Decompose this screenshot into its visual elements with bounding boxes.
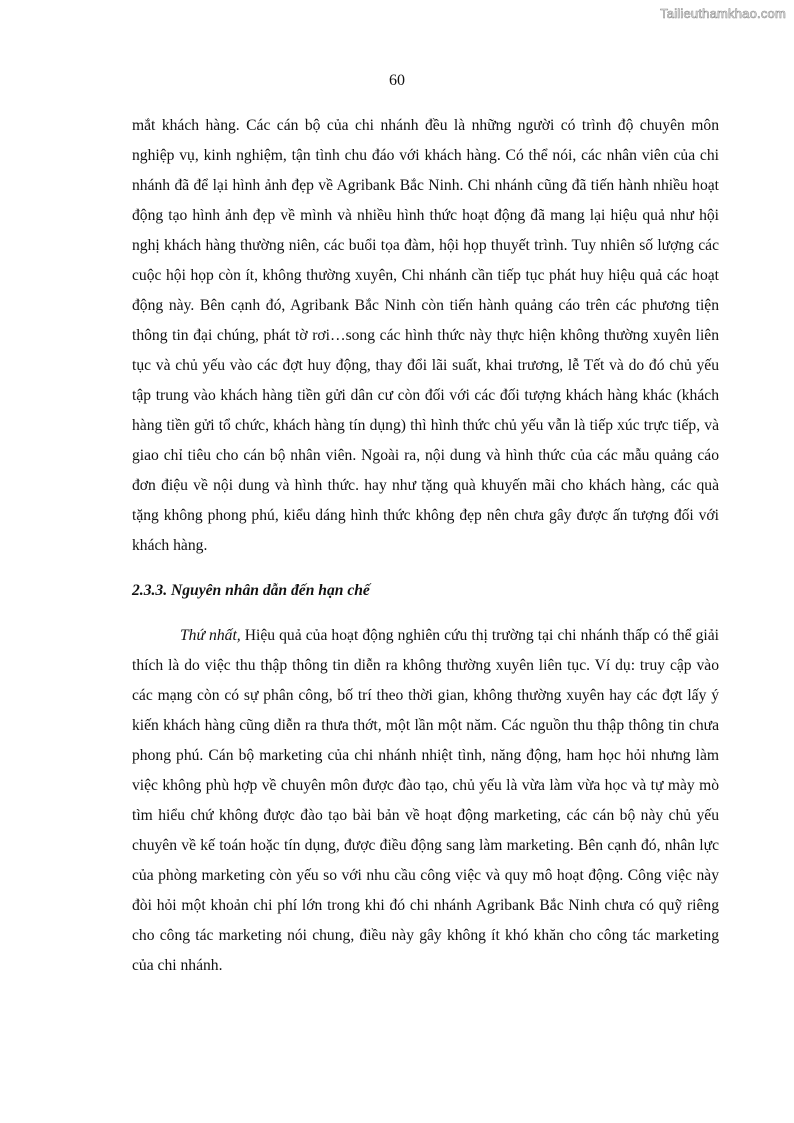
paragraph-2-lead: Thứ nhất, [180, 627, 241, 644]
section-heading: 2.3.3. Nguyên nhân dẫn đến hạn chế [132, 582, 370, 599]
paragraph-2-body: Hiệu quả của hoạt động nghiên cứu thị trường tại chi nhánh thấp có thể giải thích là do việc thu thập thông tin diễn ra không thường xuyên liên tục. Ví dụ: truy cập vào các mạng còn có sự phân công, bố trí theo thời gian, không thường xuyên hay các đợt lấy ý kiến khách hàng cũng diễn ra thưa thớt, một lần một năm. Các nguồn thu thập thông tin chưa phong phú. Cán bộ marketing của chi nhánh nhiệt tình, năng động, ham học hỏi nhưng làm việc không phù hợp về chuyên môn được đào tạo, chủ yếu là vừa làm vừa học và tự mày mò tìm hiểu chứ không được đào tạo bài bản về hoạt động marketing, các cán bộ này chủ yếu chuyên về kế toán hoặc tín dụng, được điều động sang làm marketing. Bên cạnh đó, nhân lực của phòng marketing còn yếu so với nhu cầu công việc và quy mô hoạt động. Công việc này đòi hỏi một khoản chi phí lớn trong khi đó chi nhánh Agribank Bắc Ninh chưa có quỹ riêng cho công tác marketing nói chung, điều này gây không ít khó khăn cho công tác marketing của chi nhánh. [132, 627, 719, 974]
paragraph-2 [132, 621, 719, 981]
page-number: 60 [389, 72, 405, 89]
watermark: Tailieuthamkhao.com [660, 6, 786, 21]
paragraph-1: mắt khách hàng. Các cán bộ của chi nhánh đều là những người có trình độ chuyên môn nghiệp vụ, kinh nghiệm, tận tình chu đáo với khách hàng. Có thể nói, các nhân viên của chi nhánh đã để lại hình ảnh đẹp về Agribank Bắc Ninh. Chi nhánh cũng đã tiến hành nhiều hoạt động tạo hình ảnh đẹp về mình và nhiều hình thức hoạt động đã mang lại hiệu quả như hội nghị khách hàng thường niên, các buổi tọa đàm, hội họp thuyết trình. Tuy nhiên số lượng các cuộc hội họp còn ít, không thường xuyên, Chi nhánh cần tiếp tục phát huy hiệu quả các hoạt động này. Bên cạnh đó, Agribank Bắc Ninh còn tiến hành quảng cáo trên các phương tiện thông tin đại chúng, phát tờ rơi…song các hình thức này thực hiện không thường xuyên liên tục và chủ yếu vào các đợt huy động, thay đổi lãi suất, khai trương, lễ Tết và do đó chủ yếu tập trung vào khách hàng tiền gửi dân cư còn đối với các đối tượng khách hàng khác (khách hàng tiền gửi tổ chức, khách hàng tín dụng) thì hình thức chủ yếu vẫn là tiếp xúc trực tiếp, và giao chỉ tiêu cho cán bộ nhân viên. Ngoài ra, nội dung và hình thức của các mẫu quảng cáo đơn điệu về nội dung và hình thức. hay như tặng quà khuyến mãi cho khách hàng, các quà tặng không phong phú, kiểu dáng hình thức không đẹp nên chưa gây được ấn tượng đối với khách hàng. [132, 117, 719, 554]
document-body [132, 111, 719, 981]
